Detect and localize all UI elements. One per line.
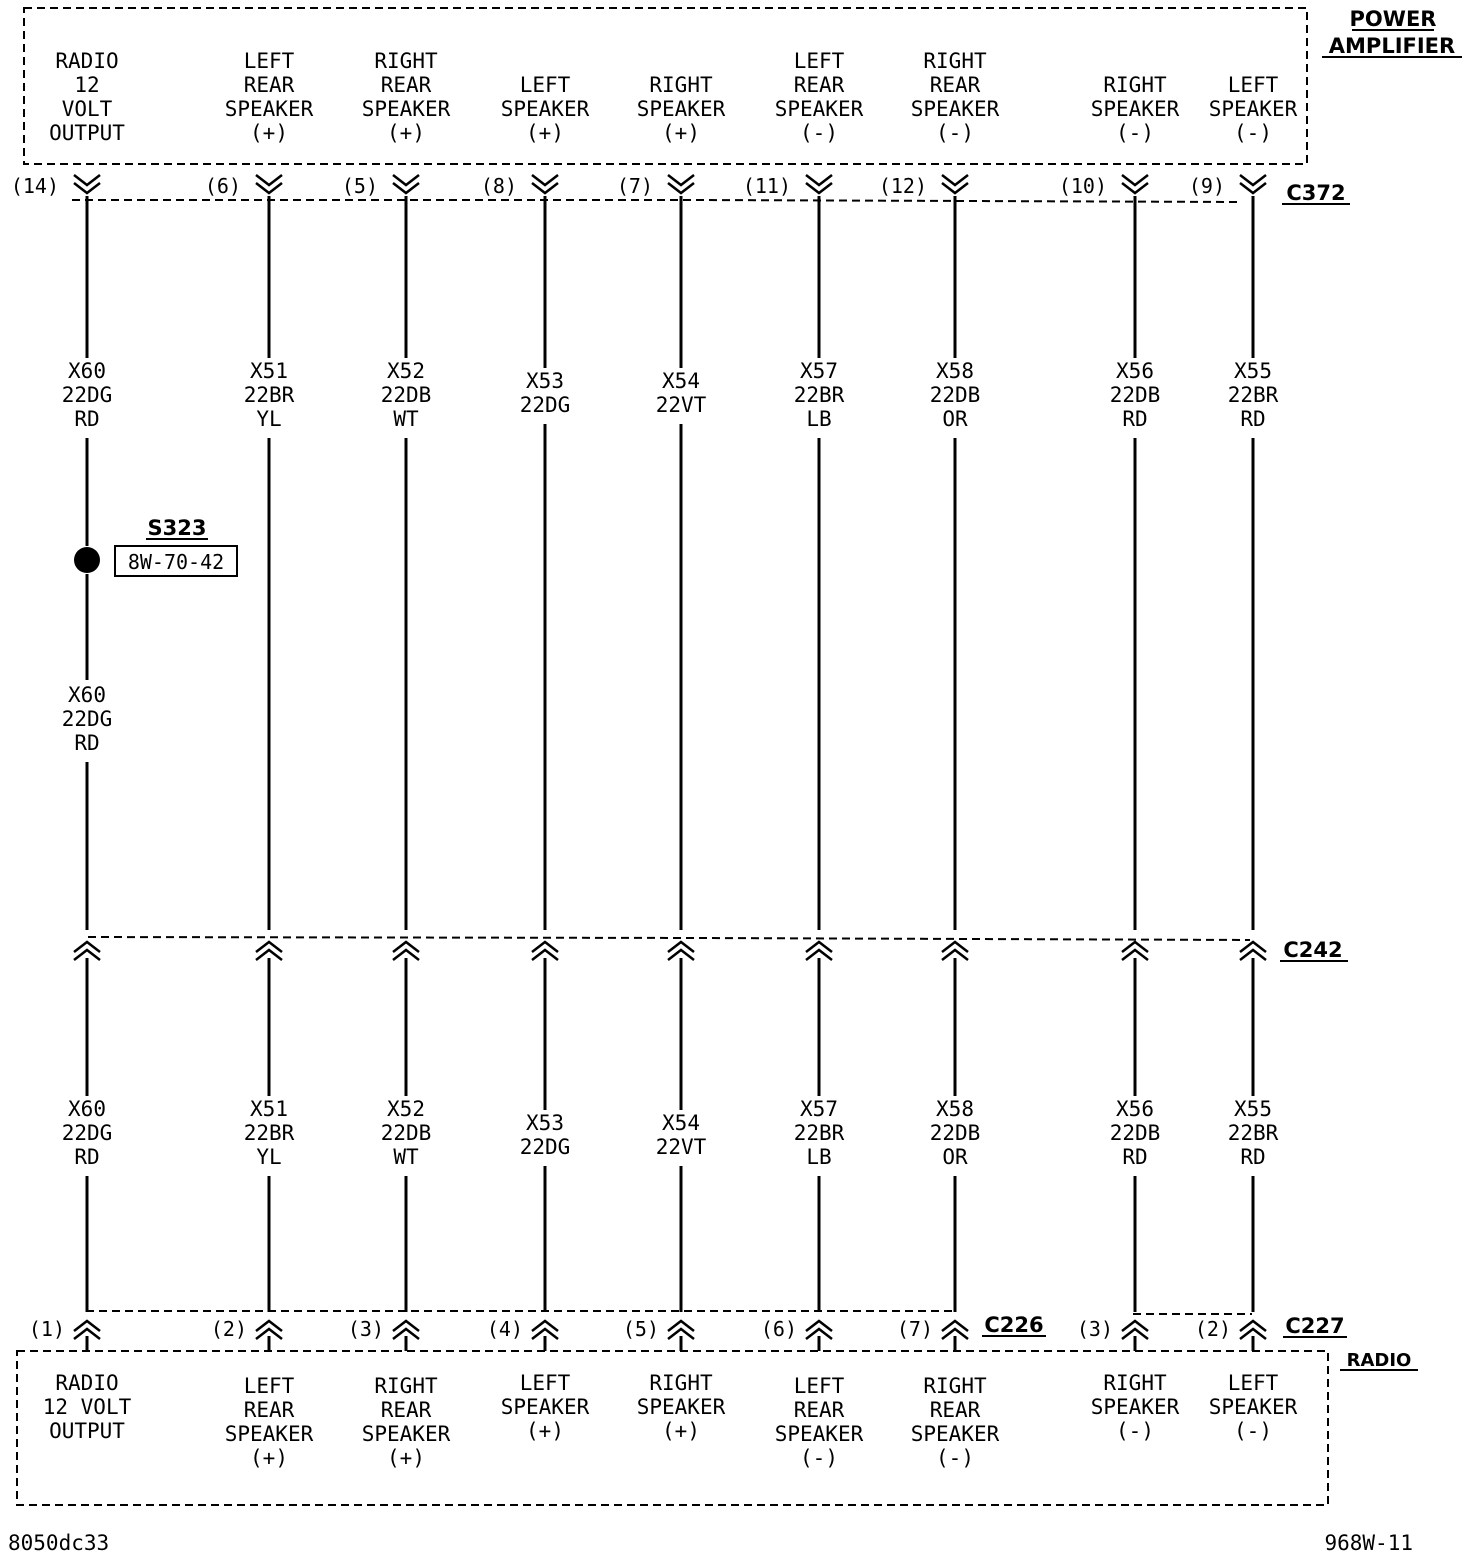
c372-terminal (1240, 175, 1266, 193)
radio-pin-label: RIGHT (923, 1374, 987, 1398)
wire-label: X57 (800, 1097, 838, 1121)
c372-connector-line (72, 200, 1240, 202)
amp-pin-label: REAR (243, 73, 295, 97)
wire-label: 22DG (61, 1121, 113, 1145)
wire-label: 22VT (655, 393, 707, 417)
radio-pin-label: REAR (929, 1398, 981, 1422)
radio-pin-label: LEFT (519, 1371, 571, 1395)
amp-pin-number: (10) (1058, 174, 1107, 198)
wire-label: RD (1240, 407, 1266, 431)
wire-label: RD (1240, 1145, 1266, 1169)
wire-label: 22DB (380, 383, 432, 407)
amp-pin-label: RIGHT (923, 49, 987, 73)
radio-pin-label: OUTPUT (49, 1419, 125, 1443)
wire-label: X55 (1234, 1097, 1272, 1121)
amp-pin-number: (9) (1188, 174, 1225, 198)
wire-label: X60 (68, 359, 106, 383)
wire-label: X54 (662, 369, 700, 393)
wire-label: 22VT (655, 1135, 707, 1159)
wire-label: RD (74, 1145, 100, 1169)
radio-pin-label: (+) (250, 1446, 288, 1470)
radio-pin-label: REAR (380, 1398, 432, 1422)
c242-terminal (806, 942, 832, 960)
wire-label: YL (256, 1145, 282, 1169)
wire-label: X53 (526, 369, 564, 393)
c242-terminal (393, 942, 419, 960)
wire-label: X54 (662, 1111, 700, 1135)
amp-pin-number: (5) (341, 174, 378, 198)
wire-label: 22BR (793, 383, 845, 407)
amp-pin-label: (-) (1116, 121, 1154, 145)
wire-label: X51 (250, 1097, 288, 1121)
amp-pin-label: RIGHT (649, 73, 713, 97)
amp-pin-label: LEFT (519, 73, 571, 97)
wire-label: 22BR (243, 383, 295, 407)
radio-pin-label: (-) (1234, 1419, 1272, 1443)
wire-label: 22DB (929, 1121, 981, 1145)
splice-id: S323 (147, 516, 207, 540)
amp-pin-label: REAR (929, 73, 981, 97)
wire-label: 22DG (61, 383, 113, 407)
wire-label: X55 (1234, 359, 1272, 383)
c372-terminal (942, 175, 968, 193)
c372-terminal (806, 175, 832, 193)
wire-label: WT (393, 407, 419, 431)
wire-label: 22BR (793, 1121, 845, 1145)
wire-label: 22BR (243, 1121, 295, 1145)
wire-label: 22BR (1227, 1121, 1279, 1145)
wire-label: RD (74, 407, 100, 431)
footer-left: 8050dc33 (8, 1531, 110, 1555)
radio-pin-label: SPEAKER (1090, 1395, 1180, 1419)
wire-label: YL (256, 407, 282, 431)
radio-pin-label: RADIO (55, 1371, 119, 1395)
wire-label: X51 (250, 359, 288, 383)
wire-label: 22DB (1109, 383, 1161, 407)
wire-label: RD (1122, 407, 1148, 431)
amp-pin-label: (+) (250, 121, 288, 145)
circuits (11, 49, 1298, 1470)
radio-pin-number: (2) (210, 1317, 247, 1341)
radio-pin-label: REAR (243, 1398, 295, 1422)
amp-pin-label: REAR (380, 73, 432, 97)
amp-pin-number: (12) (878, 174, 927, 198)
amp-pin-number: (11) (742, 174, 791, 198)
c372-connector-label: C372 (1286, 181, 1346, 205)
c372-terminal (668, 175, 694, 193)
radio-pin-label: SPEAKER (774, 1422, 864, 1446)
amp-pin-label: LEFT (793, 49, 845, 73)
wire-label: X52 (387, 359, 425, 383)
amp-pin-number: (8) (480, 174, 517, 198)
wire-label: 22DB (1109, 1121, 1161, 1145)
amp-pin-label: (+) (387, 121, 425, 145)
radio-pin-label: SPEAKER (636, 1395, 726, 1419)
radio-pin-label: LEFT (1227, 1371, 1279, 1395)
wire-label: 22DB (929, 383, 981, 407)
amp-pin-number: (6) (204, 174, 241, 198)
wire-label: 22DG (519, 393, 571, 417)
wire-label: X56 (1116, 1097, 1154, 1121)
radio-pin-number: (4) (486, 1317, 523, 1341)
amp-pin-label: (+) (662, 121, 700, 145)
wire-label: X60 (68, 683, 106, 707)
radio-pin-label: SPEAKER (224, 1422, 314, 1446)
radio-pin-label: LEFT (243, 1374, 295, 1398)
amp-pin-label: RADIO (55, 49, 119, 73)
radio-pin-label: (-) (800, 1446, 838, 1470)
c242-terminal (532, 942, 558, 960)
c242-terminal (74, 942, 100, 960)
wire-label: X60 (68, 1097, 106, 1121)
radio-pin-label: (-) (936, 1446, 974, 1470)
wire-label: WT (393, 1145, 419, 1169)
wire-label: LB (806, 407, 832, 431)
radio-pin-number: (1) (28, 1317, 65, 1341)
radio-pin-label: SPEAKER (500, 1395, 590, 1419)
radio-pin-label: LEFT (793, 1374, 845, 1398)
amp-pin-label: SPEAKER (636, 97, 726, 121)
wire-label: X58 (936, 1097, 974, 1121)
amp-pin-label: 12 (74, 73, 100, 97)
amp-pin-number: (14) (10, 174, 59, 198)
radio-pin-label: RIGHT (374, 1374, 438, 1398)
c372-terminal (393, 175, 419, 193)
c242-terminal (256, 942, 282, 960)
amp-pin-label: SPEAKER (910, 97, 1000, 121)
c242-terminal (942, 942, 968, 960)
radio-pin-label: (-) (1116, 1419, 1154, 1443)
radio-pin-label: SPEAKER (361, 1422, 451, 1446)
amp-pin-number: (7) (616, 174, 653, 198)
amp-pin-label: SPEAKER (224, 97, 314, 121)
radio-pin-number: (6) (760, 1317, 797, 1341)
radio-pin-number: (3) (1076, 1317, 1113, 1341)
radio-title: RADIO (1346, 1350, 1412, 1371)
amp-pin-label: VOLT (61, 97, 113, 121)
c372-terminal (256, 175, 282, 193)
amp-pin-label: SPEAKER (500, 97, 590, 121)
radio-pin-label: RIGHT (1103, 1371, 1167, 1395)
amp-pin-label: RIGHT (374, 49, 438, 73)
c226-connector-label: C226 (984, 1313, 1044, 1337)
amp-pin-label: (-) (1234, 121, 1272, 145)
c242-connector-line (88, 937, 1250, 940)
radio-pin-number: (5) (622, 1317, 659, 1341)
wire-label: X58 (936, 359, 974, 383)
amp-pin-label: LEFT (243, 49, 295, 73)
amp-pin-label: SPEAKER (1208, 97, 1298, 121)
wire-label: OR (942, 1145, 968, 1169)
wire-label: X57 (800, 359, 838, 383)
power-amplifier-title-line1: POWER (1349, 7, 1437, 31)
footer-right: 968W-11 (1324, 1531, 1413, 1555)
wire-label: X56 (1116, 359, 1154, 383)
amp-pin-label: SPEAKER (1090, 97, 1180, 121)
radio-pin-label: 12 VOLT (42, 1395, 132, 1419)
wire-label: X53 (526, 1111, 564, 1135)
wire-label: OR (942, 407, 968, 431)
amp-pin-label: SPEAKER (361, 97, 451, 121)
amp-pin-label: REAR (793, 73, 845, 97)
wire-label: X52 (387, 1097, 425, 1121)
radio-pin-label: SPEAKER (910, 1422, 1000, 1446)
wire-label: 22BR (1227, 383, 1279, 407)
radio-pin-label: (+) (526, 1419, 564, 1443)
wire-label: 22DB (380, 1121, 432, 1145)
radio-pin-label: REAR (793, 1398, 845, 1422)
c372-terminal (74, 175, 100, 193)
c242-terminal (1122, 942, 1148, 960)
amp-pin-label: OUTPUT (49, 121, 125, 145)
c242-terminal (668, 942, 694, 960)
amp-pin-label: SPEAKER (774, 97, 864, 121)
radio-pin-number: (7) (896, 1317, 933, 1341)
radio-pin-label: (+) (662, 1419, 700, 1443)
splice-ref-link[interactable]: 8W-70-42 (127, 550, 225, 574)
radio-pin-number: (3) (347, 1317, 384, 1341)
power-amplifier-title-line2: AMPLIFIER (1328, 34, 1456, 58)
wire-label: 22DG (61, 707, 113, 731)
wire-label: RD (1122, 1145, 1148, 1169)
c227-connector-label: C227 (1285, 1314, 1345, 1338)
c242-connector-label: C242 (1283, 938, 1343, 962)
c372-terminal (532, 175, 558, 193)
splice-s323-dot (74, 547, 100, 573)
amp-pin-label: (+) (526, 121, 564, 145)
amp-pin-label: RIGHT (1103, 73, 1167, 97)
radio-pin-label: RIGHT (649, 1371, 713, 1395)
c242-terminal (1240, 942, 1266, 960)
amp-pin-label: LEFT (1227, 73, 1279, 97)
wire-label: RD (74, 731, 100, 755)
radio-pin-label: (+) (387, 1446, 425, 1470)
wire-label: 22DG (519, 1135, 571, 1159)
wire-label: LB (806, 1145, 832, 1169)
radio-pin-label: SPEAKER (1208, 1395, 1298, 1419)
amp-pin-label: (-) (800, 121, 838, 145)
amp-pin-label: (-) (936, 121, 974, 145)
radio-pin-number: (2) (1194, 1317, 1231, 1341)
c372-terminal (1122, 175, 1148, 193)
